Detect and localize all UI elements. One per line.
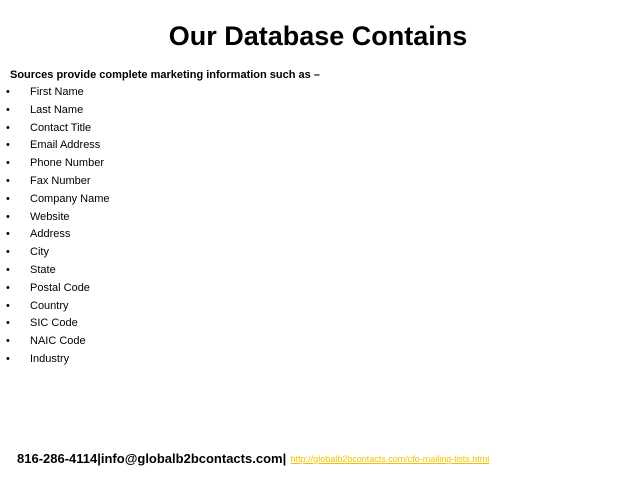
intro-text: Sources provide complete marketing information such as – [10,69,320,81]
bullet-icon: • [6,228,10,241]
footer [17,451,489,467]
bullet-icon: • [6,139,10,152]
bullet-icon: • [6,263,10,276]
bullet-icon: • [6,157,10,170]
bullet-icon: • [6,192,10,205]
list-item-label: Website [30,210,70,223]
list-item-label: NAIC Code [30,335,86,348]
list-item-label: State [30,263,56,276]
bullet-icon: • [6,335,10,348]
list-item-label: Postal Code [30,281,90,294]
bullet-icon: • [6,317,10,330]
bullet-icon: • [6,246,10,259]
list-item-label: Email Address [30,139,101,152]
bullet-icon: • [6,210,10,223]
list-item-label: Country [30,299,69,312]
list-item-label: Industry [30,352,70,365]
footer-contact: 816-286-4114|info@globalb2bcontacts.com [17,451,283,466]
bullet-icon: • [6,103,10,116]
list-item-label: SIC Code [30,317,78,330]
list-item-label: Contact Title [30,121,92,134]
list-item-label: First Name [30,86,84,98]
bullet-icon: • [6,281,10,294]
bullet-icon: • [6,299,10,312]
bullet-icon: • [6,86,10,98]
list-item-label: Fax Number [30,174,91,187]
list-item-label: Phone Number [30,157,104,170]
footer-separator: | [282,451,287,466]
slide-title: Our Database Contains [168,21,468,51]
footer-link[interactable]: http://globalb2bcontacts.com/cfo-mailing-lists.html [290,454,490,464]
list-item-label: Address [30,228,71,241]
bullet-icon: • [6,121,10,134]
list-item-label: City [30,246,49,259]
bullet-icon: • [6,352,10,365]
bullet-icon: • [6,174,10,187]
list-item-label: Company Name [30,192,110,205]
list-item-label: Last Name [30,103,84,116]
